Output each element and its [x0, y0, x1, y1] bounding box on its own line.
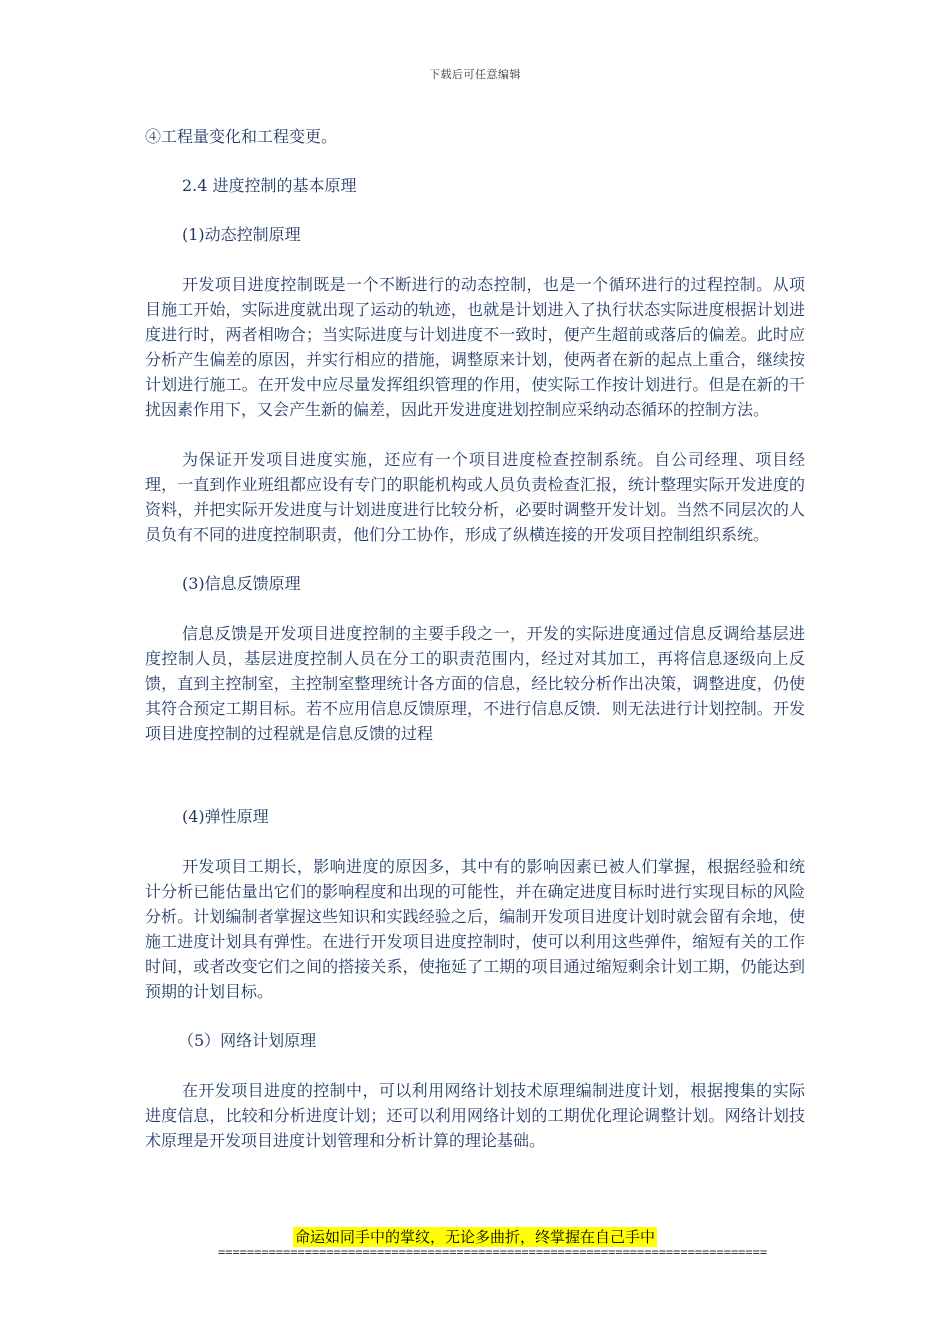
list-item-4: ④工程量变化和工程变更。	[145, 127, 338, 146]
paragraph-information-feedback: 信息反馈是开发项目进度控制的主要手段之一，开发的实际进度通过信息反调给基层进度控制人员，基层进度控制人员在分工的职责范围内，经过对其加工，再将信息逐级向上反馈，直到主控制室，主控制室整理统计各方面的信息，经比较分析作出决策，调整进度，仍使其符合预定工期目标。若不应用信息反馈原理，不进行信息反馈．则无法进行计划控制。开发项目进度控制的过程就是信息反馈的过程	[145, 624, 805, 743]
footer-rule: ============================================================================	[218, 1245, 768, 1259]
subheading-dynamic-control: (1)动态控制原理	[182, 225, 301, 244]
footer-motto: 命运如同手中的掌纹，无论多曲折，终掌握在自己手中	[294, 1228, 655, 1246]
document-body	[145, 124, 805, 1153]
subheading-information-feedback: (3)信息反馈原理	[182, 574, 301, 593]
paragraph-network-plan: 在开发项目进度的控制中，可以利用网络计划技术原理编制进度计划，根据搜集的实际进度信息，比较和分析进度计划；还可以利用网络计划的工期优化理论调整计划。网络计划技术原理是开发项目进度计划管理和分析计算的理论基础。	[145, 1081, 805, 1150]
page-footer	[0, 1227, 950, 1247]
subheading-elasticity: (4)弹性原理	[182, 807, 269, 826]
paragraph-dynamic-control: 开发项目进度控制既是一个不断进行的动态控制，也是一个循环进行的过程控制。从项目施工开始，实际进度就出现了运动的轨迹，也就是计划进入了执行状态实际进度根据计划进度进行时，两者相吻合；当实际进度与计划进度不一致时，便产生超前或落后的偏差。此时应分析产生偏差的原因，并实行相应的措施，调整原来计划，使两者在新的起点上重合，继续按计划进行施工。在开发中应尽量发挥组织管理的作用，使实际工作按计划进行。但是在新的干扰因素作用下，又会产生新的偏差，因此开发进度进划控制应采纳动态循环的控制方法。	[145, 275, 805, 419]
subheading-network-plan: （5）网络计划原理	[178, 1031, 317, 1050]
page-header: 下载后可任意编辑	[429, 68, 521, 81]
section-heading-2-4: 2.4 进度控制的基本原理	[182, 176, 357, 195]
paragraph-elasticity: 开发项目工期长，影响进度的原因多，其中有的影响因素已被人们掌握，根据经验和统计分析已能估量出它们的影响程度和出现的可能性，并在确定进度目标时进行实现目标的风险分析。计划编制者掌握这些知识和实践经验之后，编制开发项目进度计划时就会留有余地，使施工进度计划具有弹性。在进行开发项目进度控制时，使可以利用这些弹件，缩短有关的工作时间，或者改变它们之间的搭接关系，使拖延了工期的项目通过缩短剩余计划工期，仍能达到预期的计划目标。	[145, 857, 805, 1001]
paragraph-inspection-system: 为保证开发项目进度实施，还应有一个项目进度检查控制系统。自公司经理、项目经理，一直到作业班组都应设有专门的职能机构或人员负责检查汇报，统计整理实际开发进度的资料，并把实际开发进度与计划进度进行比较分析，必要时调整开发计划。当然不同层次的人员负有不同的进度控制职责，他们分工协作，形成了纵横连接的开发项目控制组织系统。	[145, 450, 805, 544]
